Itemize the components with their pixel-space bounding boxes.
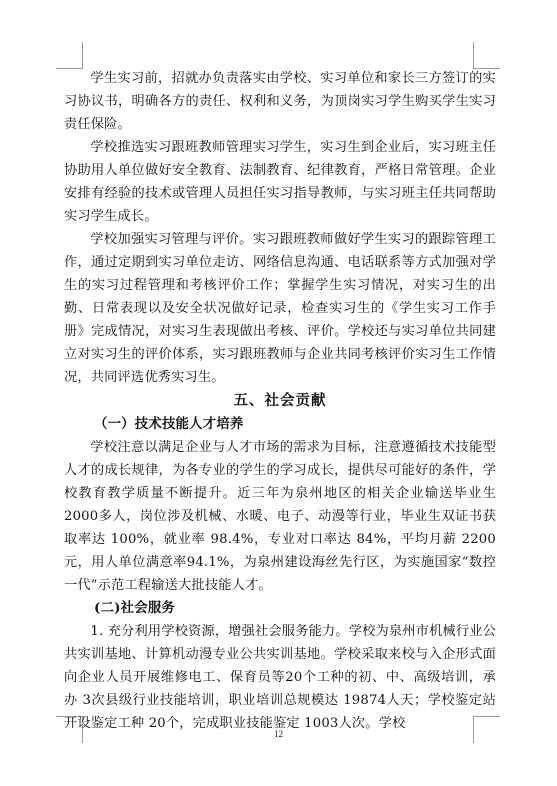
crop-mark-top-left xyxy=(56,42,83,69)
page-content xyxy=(64,67,496,735)
paragraph-internship-teachers: 学校推选实习跟班教师管理实习学生，实习生到企业后，实习班主任协助用人单位做好安全教育、法制教育、纪律教育，严格日常管理。企业安排有经验的技术或管理人员担任实习指导教师，与实习班主任共同帮助实习学生成长。 xyxy=(64,140,496,224)
subsection-title-talent: （一）技术技能人才培养 xyxy=(94,416,244,432)
subsection-title-social-service: (二)社会服务 xyxy=(94,600,176,616)
page-number: 12 xyxy=(274,729,283,739)
paragraph-social-service: 1. 充分利用学校资源，增强社会服务能力。学校为泉州市机械行业公共实训基地、计算机动漫专业公共实训基地。学校采取来校与入企形式面向企业人员开展维修电工、保育员等20个工种的初、中、高级培训，承办 3次县级行业技能培训，职业培训总规模达 19874人天；学校鉴定站开设鉴定工种 20个，完成职业技能鉴定 1003人次。学校 xyxy=(64,624,496,731)
paragraph-talent-cultivation: 学校注意以满足企业与人才市场的需求为目标，注意遵循技术技能型人才的成长规律，为各专业的学生的学习成长，提供尽可能好的条件，学校教育教学质量不断提升。近三年为泉州地区的相关企业输送毕业生2000多人，岗位涉及机械、水暖、电子、动漫等行业，毕业生双证书获取率达 100%，就业率 98.4%，专业对口率达 84%，平均月薪 2200元，用人单位满意率94.1%，为泉州建设海丝先行区，为实施国家“数控一代”示范工程输送大批技能人才。 xyxy=(64,440,496,593)
paragraph-internship-evaluation: 学校加强实习管理与评价。实习跟班教师做好学生实习的跟踪管理工作，通过定期到实习单位走访、网络信息沟通、电话联系等方式加强对学生的实习过程管理和考核评价工作；掌握学生实习情况，对实习生的出勤、日常表现以及安全状况做好记录，检查实习生的《学生实习工作手册》完成情况，对实习生表现做出考核、评价。学校还与实习单位共同建立对实习生的评价体系，实习跟班教师与企业共同考核评价实习生工作情况，共同评选优秀实习生。 xyxy=(64,232,496,385)
section-title: 五、社会贡献 xyxy=(233,392,327,409)
paragraph-internship-agreement: 学生实习前，招就办负责落实由学校、实习单位和家长三方签订的实习协议书，明确各方的责任、权利和义务，为顶岗实习学生购买学生实习责任保险。 xyxy=(64,71,496,132)
crop-mark-top-right xyxy=(473,42,500,69)
